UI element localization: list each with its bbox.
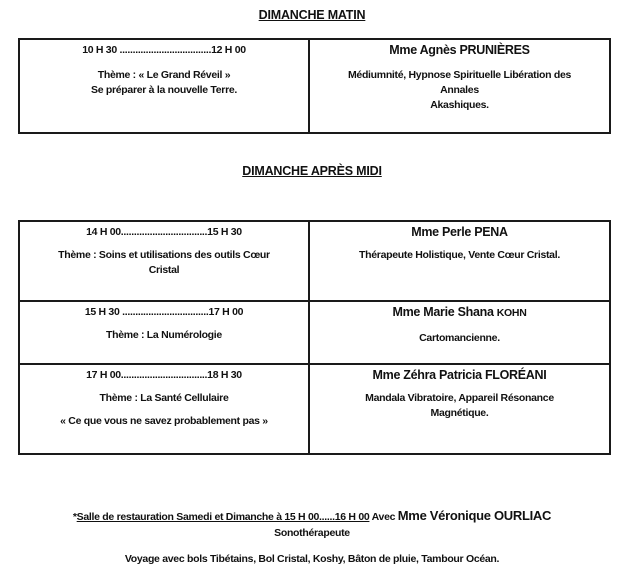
session-time: 10 H 30 ...................................12 H 00 bbox=[82, 44, 246, 56]
morning-schedule-table bbox=[18, 38, 611, 134]
speaker-cell bbox=[309, 364, 610, 454]
afternoon-schedule-table bbox=[18, 220, 611, 455]
speaker-description: Cartomancienne. bbox=[419, 332, 500, 344]
speaker-last-name: KOHN bbox=[496, 307, 527, 319]
session-info-cell bbox=[19, 364, 309, 454]
heading-dimanche-matin: DIMANCHE MATIN bbox=[258, 8, 366, 22]
session-info-cell bbox=[19, 221, 309, 301]
speaker-description-line2: Annales bbox=[440, 84, 479, 96]
session-theme: Thème : La Numérologie bbox=[106, 329, 222, 341]
speaker-cell bbox=[309, 39, 610, 133]
footer-location-time: Salle de restauration Samedi et Dimanche à 15 H 00......16 H 00 bbox=[76, 511, 370, 523]
speaker-name: Mme Agnès PRUNIÈRES bbox=[389, 43, 530, 57]
session-theme: Thème : Soins et utilisations des outils Cœur bbox=[58, 249, 270, 261]
session-info-cell bbox=[19, 39, 309, 133]
speaker-description: Thérapeute Holistique, Vente Cœur Cristal. bbox=[359, 249, 560, 261]
speaker-description: Médiumnité, Hypnose Spirituelle Libération des bbox=[347, 69, 572, 81]
speaker-name: Mme Zéhra Patricia FLORÉANI bbox=[372, 368, 547, 382]
table-row bbox=[19, 221, 610, 301]
session-theme: Thème : « Le Grand Réveil » bbox=[97, 69, 231, 81]
session-time: 17 H 00.................................18 H 30 bbox=[86, 369, 242, 381]
session-time: 15 H 30 .................................17 H 00 bbox=[84, 306, 244, 318]
heading-dimanche-apres-midi: DIMANCHE APRÈS MIDI bbox=[242, 164, 382, 178]
footer-description: Voyage avec bols Tibétains, Bol Cristal, Koshy, Bâton de pluie, Tambour Océan. bbox=[124, 553, 500, 565]
table-row bbox=[19, 301, 610, 364]
session-theme-line2: Cristal bbox=[148, 264, 180, 276]
session-time: 14 H 00.................................15 H 30 bbox=[86, 226, 242, 238]
speaker-name: Mme Perle PENA bbox=[411, 225, 508, 239]
speaker-description-line2: Magnétique. bbox=[430, 407, 489, 419]
footer-note bbox=[0, 508, 624, 523]
session-theme-subtitle: Se préparer à la nouvelle Terre. bbox=[90, 84, 238, 96]
speaker-description: Mandala Vibratoire, Appareil Résonance bbox=[365, 392, 554, 404]
footer-asterisk: * bbox=[72, 511, 77, 523]
table-row bbox=[19, 39, 610, 133]
footer-speaker-name: Mme Véronique OURLIAC bbox=[397, 508, 552, 523]
table-row bbox=[19, 364, 610, 454]
speaker-first-name: Mme Marie Shana bbox=[392, 305, 497, 319]
session-theme-subtitle: « Ce que vous ne savez probablement pas » bbox=[60, 415, 268, 427]
speaker-cell bbox=[309, 221, 610, 301]
footer-speaker-role: Sonothérapeute bbox=[274, 527, 350, 539]
session-theme: Thème : La Santé Cellulaire bbox=[99, 392, 229, 404]
speaker-name bbox=[310, 305, 609, 321]
speaker-description-line3: Akashiques. bbox=[430, 99, 489, 111]
speaker-cell bbox=[309, 301, 610, 364]
footer-avec: Avec bbox=[369, 511, 398, 523]
session-info-cell bbox=[19, 301, 309, 364]
